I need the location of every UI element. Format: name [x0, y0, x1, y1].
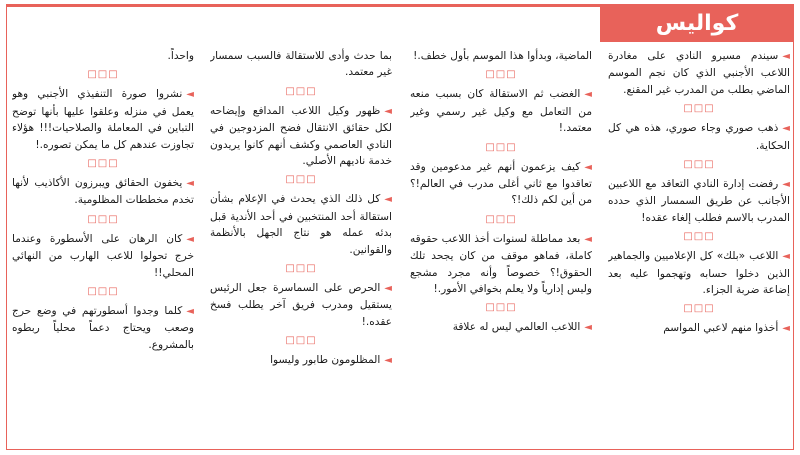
bullet-triangle-icon: ◄: [584, 89, 592, 101]
bullet-triangle-icon: ◄: [782, 123, 790, 135]
item-divider: □□□: [87, 286, 119, 298]
item-divider: □□□: [285, 263, 317, 275]
news-item: [12, 303, 194, 353]
bullet-triangle-icon: ◄: [584, 233, 592, 245]
item-divider: □□□: [87, 213, 119, 225]
news-item-text: الحرص على السماسرة جعل الرئيس يستقيل ومدرب فريق آخر يطلب فسخ عقده.!: [210, 282, 392, 328]
news-item-text: الماضية، وبدأوا هذا الموسم بأول خطف.!: [413, 50, 592, 62]
news-item-text: أخذوا منهم لاعبي المواسم: [663, 322, 779, 335]
item-divider: □□□: [285, 85, 317, 97]
news-item: [410, 48, 592, 64]
item-divider: □□□: [485, 213, 517, 225]
bullet-triangle-icon: ◄: [186, 233, 194, 245]
news-item: [608, 120, 790, 154]
news-item-text: بما حدث وأدى للاستقالة فالسبب سمسار غير معتمد.: [210, 50, 392, 79]
column-2: [410, 48, 592, 444]
news-item-text: ذهب صوري وجاء صوري، هذه هي كل الحكاية.: [608, 122, 790, 152]
news-item: [12, 231, 194, 281]
news-item-text: ظهور وكيل اللاعب المدافع وإيضاحه لكل حقائق الانتقال فضح المزدوجين في النادي العاصمي وكشف أنهم كانوا يريدون خدمة ناديهم الأصلي.: [210, 104, 392, 168]
column-4: [12, 48, 194, 444]
news-item-text: كيف يزعمون أنهم غير مدعومين وقد تعاقدوا مع ثاني أغلى مدرب في العالم!؟ من أين لكم ذلك!؟: [410, 160, 592, 207]
news-item-text: واحداً.: [167, 50, 194, 62]
news-item-text: كل ذلك الذي يحدث في الإعلام بشأن استقالة أحد المنتخبين في أحد الأندية قبل بدئه عمله هو نتاج الجهل بالأنظمة والقوانين.: [210, 193, 392, 256]
bullet-triangle-icon: ◄: [384, 283, 392, 295]
bullet-triangle-icon: ◄: [186, 178, 194, 190]
news-item-text: سيندم مسيرو النادي على مغادرة اللاعب الأجنبي الذي كان نجم الموسم الماضي بطلب من المدرب غير المقنع.: [608, 50, 790, 96]
bullet-triangle-icon: ◄: [782, 51, 790, 62]
item-divider: □□□: [285, 174, 317, 186]
news-item-text: نشروا صورة التنفيذي الأجنبي وهو يعمل في منزله وعلقوا عليها بأنها توضح التباين في المعاملة والصلاحيات!!! هؤلاء تجاوزت عندهم كل ما يمكن تصوره.!: [12, 88, 194, 151]
section-title-banner: [600, 4, 794, 42]
column-1: [608, 48, 790, 444]
section-title: كواليس: [655, 10, 739, 36]
item-divider: □□□: [285, 335, 317, 347]
item-divider: □□□: [485, 302, 517, 314]
bullet-triangle-icon: ◄: [186, 306, 194, 318]
news-item: [12, 48, 194, 64]
news-item: [210, 191, 392, 258]
bullet-triangle-icon: ◄: [584, 161, 592, 173]
news-item-text: كان الرهان على الأسطورة وعندما خرج تحولوا للاعب الهارب من النهائي المحلي!!: [12, 232, 194, 279]
bullet-triangle-icon: ◄: [782, 251, 790, 263]
news-item-text: يخفون الحقائق ويبرزون الأكاذيب لأنها تخدم مخططات المظلومية.: [12, 177, 194, 207]
bullet-triangle-icon: ◄: [782, 179, 790, 191]
item-divider: □□□: [683, 103, 715, 115]
news-item: [608, 320, 790, 337]
bullet-triangle-icon: ◄: [584, 322, 592, 334]
bullet-triangle-icon: ◄: [384, 194, 392, 206]
bullet-triangle-icon: ◄: [782, 323, 790, 335]
bullet-triangle-icon: ◄: [384, 105, 392, 117]
item-divider: □□□: [485, 141, 517, 153]
item-divider: □□□: [683, 303, 715, 315]
bullet-triangle-icon: ◄: [384, 355, 392, 367]
news-item: [12, 175, 194, 209]
news-item-text: بعد مماطلة لسنوات أخذ اللاعب حقوقه كاملة، فماهو موقف من كان يجحد تلك الحقوق!؟ خصوصاً وأنه مجرد مشجع وليس إدارياً ولا يعلم بخوافي الأمور.!: [410, 232, 592, 296]
top-rule: [6, 4, 606, 7]
news-item: [608, 48, 790, 98]
news-item: [12, 86, 194, 153]
item-divider: □□□: [87, 69, 119, 81]
news-item: [410, 86, 592, 136]
news-item: [210, 352, 392, 369]
news-item-text: كلما وجدوا أسطورتهم في وضع حرج وصعب ويحتاج دعماً محلياً ربطوه بالمشروع.: [12, 305, 194, 351]
news-item: [410, 319, 592, 336]
news-item-text: اللاعب «بلك» كل الإعلاميين والجماهير الذين دخلوا حسابه وتهجموا عليه بعد إضاعة ضربة الجزاء.: [608, 250, 790, 297]
column-3: [210, 48, 392, 444]
news-item: [608, 176, 790, 226]
news-item: [210, 280, 392, 330]
news-item: [608, 248, 790, 298]
news-item-text: رفضت إدارة النادي التعاقد مع اللاعبين الأجانب عن طريق السمسار الذي حدده المدرب بالاسم فطلب إلغاء عقده!: [608, 178, 790, 224]
bullet-triangle-icon: ◄: [186, 89, 194, 101]
news-item-text: الغضب ثم الاستقالة كان بسبب منعه من التعامل مع وكيل غير رسمي وغير معتمد.!: [410, 88, 592, 135]
news-item-text: اللاعب العالمي ليس له علاقة: [452, 321, 581, 334]
item-divider: □□□: [683, 231, 715, 243]
item-divider: □□□: [87, 158, 119, 170]
news-item: [410, 231, 592, 298]
news-item-text: المظلومون طابور وليسوا: [270, 354, 381, 367]
item-divider: □□□: [683, 159, 715, 171]
news-item: [210, 48, 392, 81]
news-item: [410, 159, 592, 209]
item-divider: □□□: [485, 69, 517, 81]
news-item: [210, 103, 392, 170]
